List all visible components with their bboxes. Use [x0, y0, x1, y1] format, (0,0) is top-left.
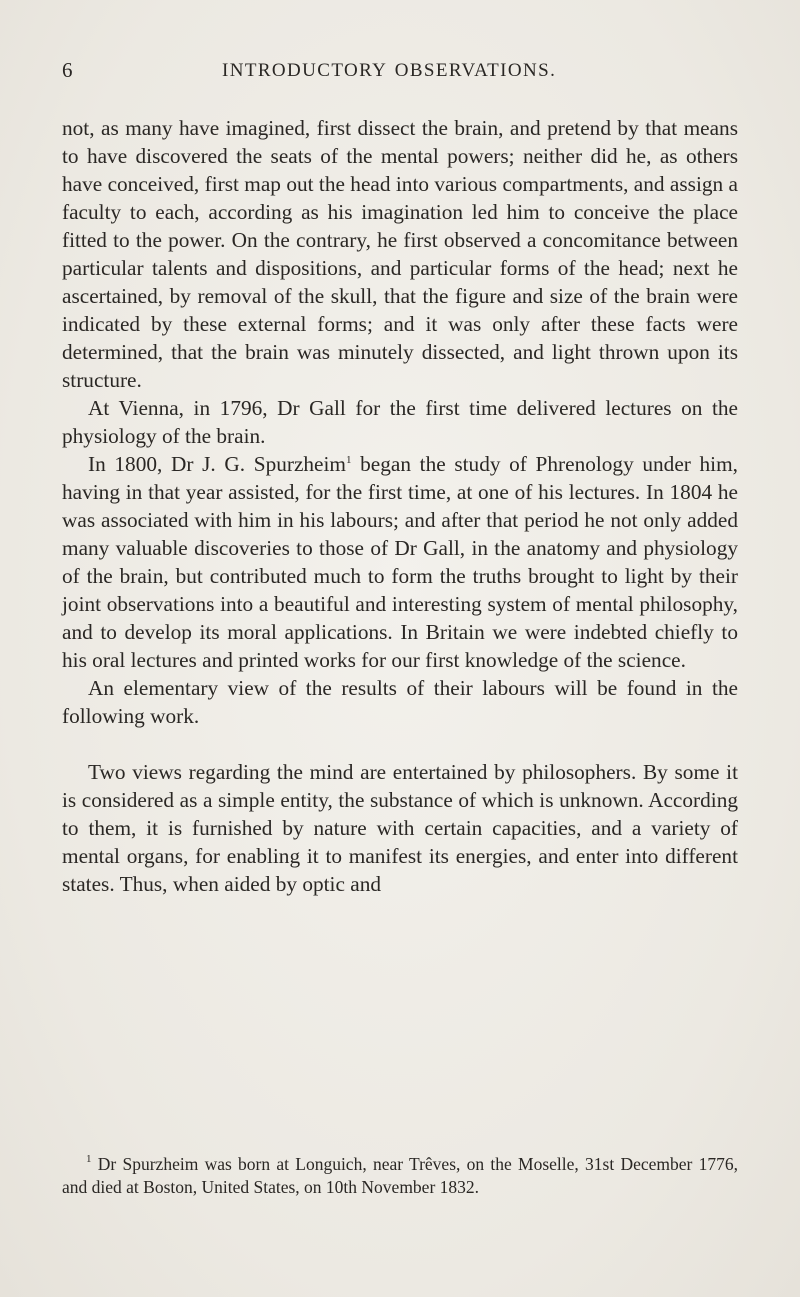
paragraph-elementary-view: An elementary view of the results of their labours will be found in the following work. [62, 676, 738, 728]
footnote [62, 1153, 738, 1199]
footnote-marker: 1 [86, 1153, 92, 1165]
body-text [62, 114, 738, 898]
paragraph-vienna-lectures: At Vienna, in 1796, Dr Gall for the first time delivered lectures on the physiology of the brain. [62, 396, 738, 448]
page-number: 6 [62, 58, 73, 82]
running-head: INTRODUCTORY OBSERVATIONS. [222, 60, 557, 81]
paragraph-two-views: Two views regarding the mind are entertained by philosophers. By some it is considered as a simple entity, the substance of which is unknown. According to them, it is furnished by nature with certain capacities, and a variety of mental organs, for enabling it to manifest its energies, and enter into different states. Thus, when aided by optic and [62, 760, 738, 896]
footnote-text: Dr Spurzheim was born at Longuich, near Trêves, on the Moselle, 31st December 1776, and died at Boston, United States, on 10th November 1832. [62, 1154, 739, 1197]
paragraph-spurzheim [62, 450, 738, 674]
spurzheim-lead: In 1800, Dr J. G. Spurzheim [88, 452, 346, 476]
paragraph-gall-method: not, as many have imagined, first dissect the brain, and pretend by that means to have discovered the seats of the mental powers; neither did he, as others have conceived, first map out the head into various compartments, and assign a faculty to each, according as his imagination led him to conceive the place fitted to the power. On the contrary, he first observed a concomitance between particular talents and dispositions, and particular forms of the head; next he ascertained, by removal of the skull, that the figure and size of the brain were indicated by these external forms; and it was only after these facts were determined, that the brain was minutely dissected, and light thrown upon its structure. [62, 116, 738, 392]
footnote-reference: 1 [346, 454, 352, 466]
spurzheim-text: began the study of Phrenology under him, having in that year assisted, for the first time, at one of his lectures. In 1804 he was associated with him in his labours; and after that period he not only added many valuable discoveries to those of Dr Gall, in the anatomy and physiology of the brain, but contributed much to form the truths brought to light by their joint observations into a beautiful and interesting system of mental philosophy, and to develop its moral applications. In Britain we were indebted chiefly to his oral lectures and printed works for our first knowledge of the science. [62, 452, 738, 672]
page-header [62, 58, 738, 88]
